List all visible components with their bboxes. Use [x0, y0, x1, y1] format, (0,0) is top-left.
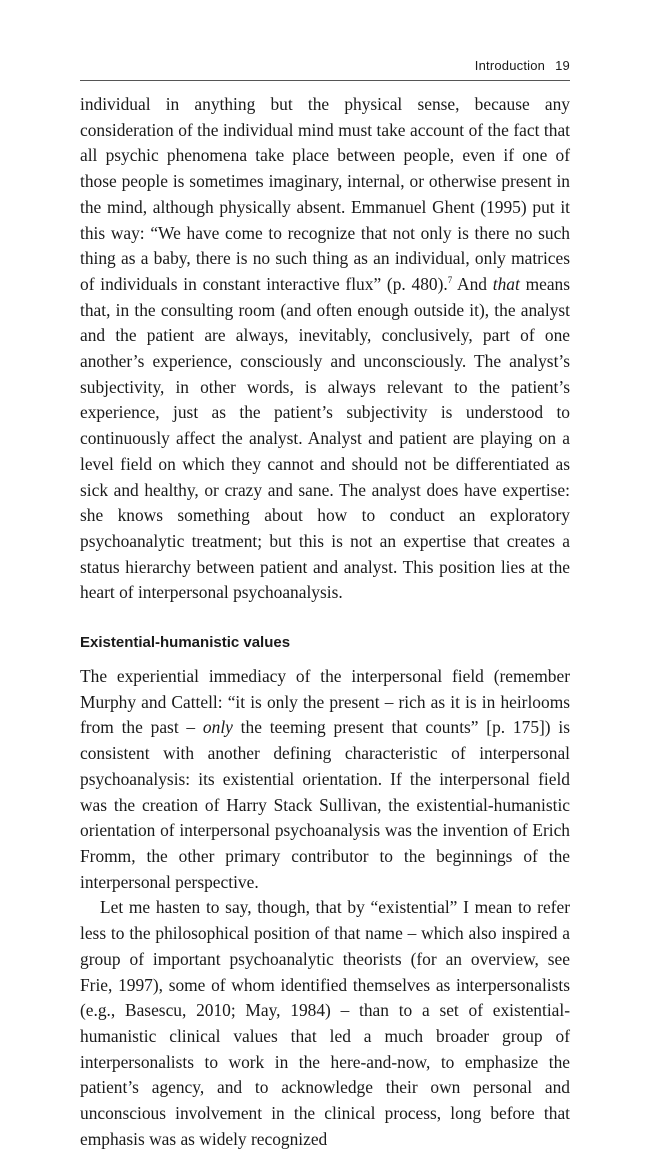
paragraph-1-text-c: means that, in the consulting room (and often enough outside it), the analyst and the patient are always, inevitably, conclusively, part of one another’s experience, consciously and unconsciously. The analyst’s subjectivity, in other words, is always relevant to the patient’s experience, just as the patient’s subjectivity is understood to continuously affect the analyst. Analyst and patient are playing on a level field on which they cannot and should not be differentiated as sick and healthy, or crazy and sane. The analyst does have expertise: she knows something about how to conduct an exploratory psychoanalytic treatment; but this is not an expertise that creates a status hierarchy between patient and analyst. This position lies at the heart of interpersonal psychoanalysis.	[80, 273, 570, 603]
running-header	[80, 58, 570, 81]
header-section-title: Introduction	[474, 58, 546, 73]
paragraph-2	[80, 664, 570, 895]
page-number: 19	[555, 58, 570, 73]
header-text	[475, 58, 570, 73]
paragraph-2-emphasis: only	[202, 717, 233, 738]
paragraph-2-text-a: The experiential immediacy of the interpersonal field (remember Murphy and Cattell: “it is only the present – rich as it is in heirlooms from the past –	[80, 666, 570, 738]
paragraph-1-text-b: And	[452, 273, 493, 294]
paragraph-1-text-a: individual in anything but the physical sense, because any consideration of the individual mind must take account of the fact that all psychic phenomena take place between people, even if one of those people is sometimes imaginary, internal, or otherwise present in the mind, although physically absent. Emmanuel Ghent (1995) put it this way: “We have come to recognize that not only is there no such thing as a baby, there is no such thing as an individual, only matrices of individuals in constant interactive flux” (p. 480).	[80, 94, 570, 294]
paragraph-1	[80, 92, 570, 606]
section-heading: Existential-humanistic values	[80, 634, 291, 652]
paragraph-1-emphasis: that	[492, 273, 520, 294]
paragraph-3: Let me hasten to say, though, that by “existential” I mean to refer less to the philosophical position of that name – which also inspired a group of important psychoanalytic theorists (for an overview, see Frie, 1997), some of whom identified themselves as interpersonalists (e.g., Basescu, 2010; May, 1984) – than to a set of existential-humanistic clinical values that led a much broader group of interpersonalists to work in the here-and-now, to emphasize the patient’s agency, and to acknowledge their own personal and unconscious involvement in the clinical process, long before that emphasis was as widely recognized	[80, 897, 570, 1149]
paragraph-2-text-b: the teeming present that counts” [p. 175]) is consistent with another defining characteristic of interpersonal psychoanalysis: its existential orientation. If the interpersonal field was the creation of Harry Stack Sullivan, the existential-humanistic orientation of interpersonal psychoanalysis was the invention of Erich Fromm, the other primary contributor to the beginnings of the interpersonal perspective.	[80, 717, 570, 892]
footnote-marker: 7	[447, 275, 453, 286]
page-body	[80, 92, 570, 1152]
